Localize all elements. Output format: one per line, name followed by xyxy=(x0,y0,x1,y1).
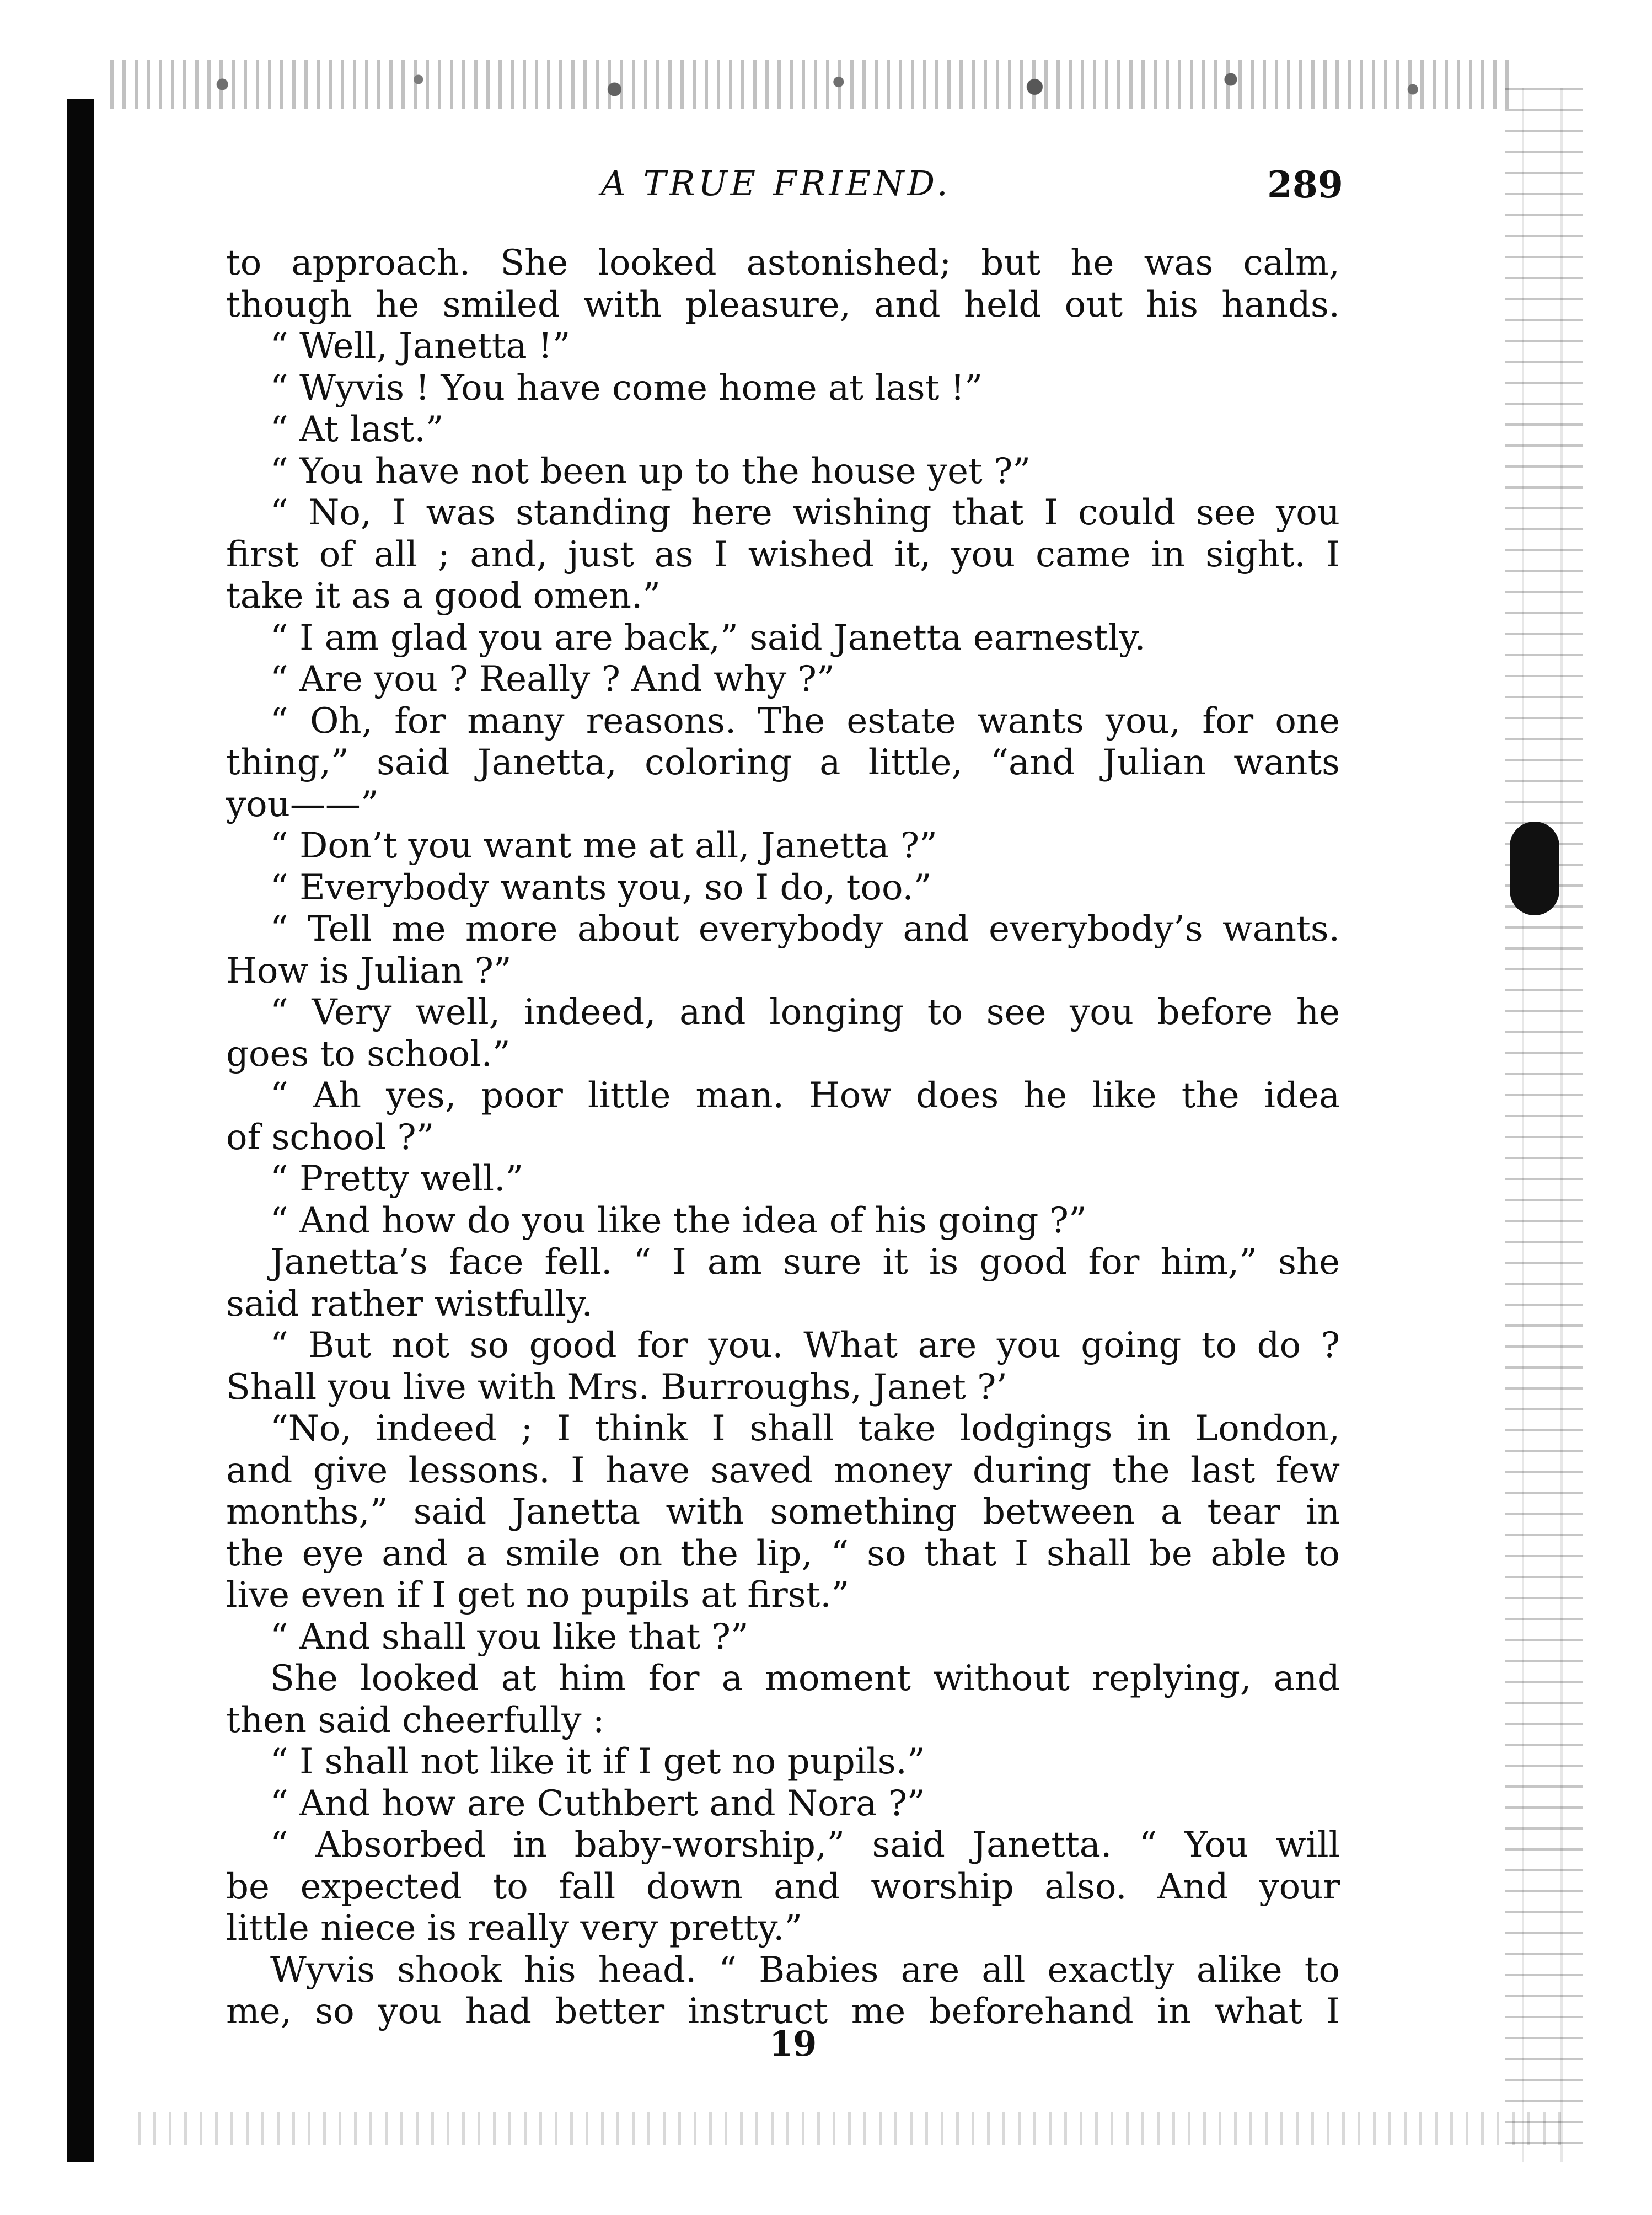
text-line: “ I am glad you are back,” said Janetta earnestly. xyxy=(270,617,1146,658)
text-line: take it as a good omen.” xyxy=(226,576,661,616)
text-line: How is Julian ?” xyxy=(226,950,512,991)
text-line: live even if I get no pupils at first.” xyxy=(226,1575,850,1616)
text-line: “ Ah yes, poor little man. How does he like the idea xyxy=(270,1075,1340,1116)
ink-smudge xyxy=(1510,822,1559,915)
running-title: A TRUE FRIEND. xyxy=(601,163,951,203)
text-line: the eye and a smile on the lip, “ so that I shall be able to xyxy=(226,1533,1340,1574)
text-line: “ And how are Cuthbert and Nora ?” xyxy=(270,1783,925,1824)
signature-mark: 19 xyxy=(769,2024,817,2064)
text-line: to approach. She looked astonished; but he was calm, xyxy=(226,243,1340,283)
text-line: “ Pretty well.” xyxy=(270,1159,524,1199)
text-line: and give lessons. I have saved money during the last few xyxy=(226,1450,1340,1491)
text-line: “ You have not been up to the house yet ?” xyxy=(270,450,1031,492)
text-line: “ And shall you like that ?” xyxy=(270,1616,749,1658)
text-line: “ Everybody wants you, so I do, too.” xyxy=(270,867,932,908)
text-line: goes to school.” xyxy=(226,1033,511,1075)
text-line: “ Absorbed in baby-worship,” said Janetta. “ You will xyxy=(270,1825,1340,1865)
text-line: She looked at him for a moment without replying, and xyxy=(270,1658,1340,1699)
scan-noise-top xyxy=(110,60,1511,109)
text-line: “ Very well, indeed, and longing to see you before he xyxy=(270,992,1340,1033)
text-line: thing,” said Janetta, coloring a little, “and Julian wants xyxy=(226,742,1340,783)
text-line: “ Oh, for many reasons. The estate wants you, for one xyxy=(270,700,1340,742)
text-line: “ Don’t you want me at all, Janetta ?” xyxy=(270,825,937,866)
text-line: of school ?” xyxy=(226,1117,435,1158)
binding-shadow xyxy=(67,99,94,2162)
text-line: Wyvis shook his head. “ Babies are all exactly alike to xyxy=(270,1949,1340,1991)
text-line: “ I shall not like it if I get no pupils.” xyxy=(270,1741,925,1782)
scan-noise-right-edge xyxy=(1505,88,1583,2162)
text-line: first of all ; and, just as I wished it, you came in sight. I xyxy=(226,534,1340,575)
text-line: months,” said Janetta with something between a tear in xyxy=(226,1492,1340,1532)
text-line: “ And how do you like the idea of his going ?” xyxy=(270,1200,1087,1241)
text-line: “ But not so good for you. What are you going to do ? xyxy=(270,1325,1340,1366)
text-line: you——” xyxy=(226,784,379,825)
text-line: Shall you live with Mrs. Burroughs, Janet ?’ xyxy=(226,1366,1007,1408)
text-line: “ Tell me more about everybody and everybody’s wants. xyxy=(270,909,1340,950)
text-line: “ Wyvis ! You have come home at last !” xyxy=(270,367,983,409)
text-line: then said cheerfully : xyxy=(226,1699,605,1741)
text-line: though he smiled with pleasure, and held out his hands. xyxy=(226,284,1340,325)
page-number: 289 xyxy=(1267,163,1343,206)
text-line: me, so you had better instruct me beforehand in what I xyxy=(226,1991,1340,2032)
text-line: be expected to fall down and worship also. And your xyxy=(226,1866,1340,1907)
text-line: said rather wistfully. xyxy=(226,1283,593,1324)
text-line: “ No, I was standing here wishing that I could see you xyxy=(270,492,1340,533)
text-line: “ At last.” xyxy=(270,409,444,450)
text-line: little niece is really very pretty.” xyxy=(226,1908,803,1949)
scan-noise-bottom xyxy=(138,2112,1571,2145)
text-line: “No, indeed ; I think I shall take lodgings in London, xyxy=(270,1408,1340,1449)
text-line: “ Are you ? Really ? And why ?” xyxy=(270,659,835,700)
text-line: Janetta’s face fell. “ I am sure it is good for him,” she xyxy=(270,1242,1340,1283)
body-text xyxy=(226,243,1340,2033)
text-line: “ Well, Janetta !” xyxy=(270,326,571,367)
running-head xyxy=(0,163,1652,213)
